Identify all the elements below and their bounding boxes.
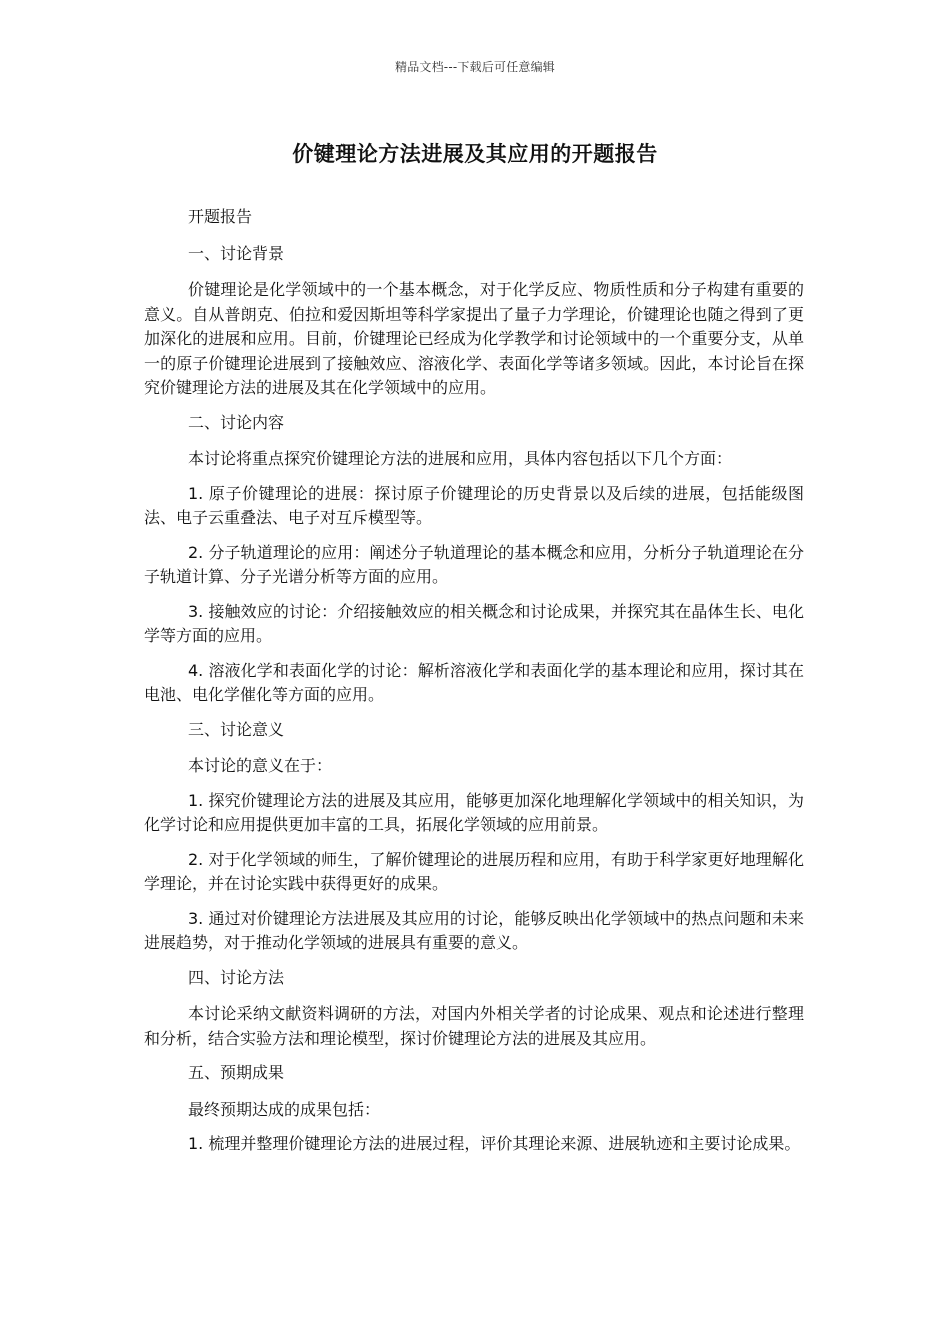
body-paragraph: 1. 原子价键理论的进展：探讨原子价键理论的历史背景以及后续的进展，包括能级图法、电子云重叠法、电子对互斥模型等。 bbox=[144, 483, 804, 527]
body-paragraph: 3. 接触效应的讨论：介绍接触效应的相关概念和讨论成果，并探究其在晶体生长、电化学等方面的应用。 bbox=[144, 601, 804, 645]
body-paragraph: 1. 探究价键理论方法的进展及其应用，能够更加深化地理解化学领域中的相关知识，为化学讨论和应用提供更加丰富的工具，拓展化学领域的应用前景。 bbox=[144, 790, 804, 834]
section-heading: 一、讨论背景 bbox=[188, 243, 285, 263]
body-paragraph: 3. 通过对价键理论方法进展及其应用的讨论，能够反映出化学领域中的热点问题和未来进展趋势，对于推动化学领域的进展具有重要的意义。 bbox=[144, 908, 804, 952]
body-paragraph: 本讨论采纳文献资料调研的方法，对国内外相关学者的讨论成果、观点和论述进行整理和分析，结合实验方法和理论模型，探讨价键理论方法的进展及其应用。 bbox=[144, 1004, 804, 1048]
document-title: 价键理论方法进展及其应用的开题报告 bbox=[292, 142, 658, 166]
body-paragraph: 1. 梳理并整理价键理论方法的进展过程，评价其理论来源、进展轨迹和主要讨论成果。 bbox=[188, 1134, 801, 1153]
document-body bbox=[144, 205, 804, 1167]
body-paragraph: 本讨论将重点探究价键理论方法的进展和应用，具体内容包括以下几个方面： bbox=[188, 449, 733, 468]
body-paragraph: 价键理论是化学领域中的一个基本概念，对于化学反应、物质性质和分子构建有重要的意义。自从普朗克、伯拉和爱因斯坦等科学家提出了量子力学理论，价键理论也随之得到了更加深化的进展和应用。目前，价键理论已经成为化学教学和讨论领域中的一个重要分支，从单一的原子价键理论进展到了接触效应、溶液化学、表面化学等诸多领域。因此，本讨论旨在探究价键理论方法的进展及其在化学领域中的应用。 bbox=[144, 280, 804, 397]
page-header: 精品文档---下载后可任意编辑 bbox=[395, 60, 555, 74]
body-paragraph: 最终预期达成的成果包括： bbox=[188, 1099, 381, 1119]
section-heading: 四、讨论方法 bbox=[188, 967, 285, 987]
section-heading: 二、讨论内容 bbox=[188, 412, 285, 432]
section-heading: 三、讨论意义 bbox=[188, 719, 285, 739]
body-paragraph: 本讨论的意义在于： bbox=[188, 756, 333, 775]
section-heading: 五、预期成果 bbox=[188, 1063, 285, 1082]
section-heading: 开题报告 bbox=[188, 207, 253, 226]
body-paragraph: 2. 对于化学领域的师生，了解价键理论的进展历程和应用，有助于科学家更好地理解化学理论，并在讨论实践中获得更好的成果。 bbox=[144, 849, 804, 893]
body-paragraph: 2. 分子轨道理论的应用：阐述分子轨道理论的基本概念和应用，分析分子轨道理论在分子轨道计算、分子光谱分析等方面的应用。 bbox=[144, 542, 804, 586]
body-paragraph: 4. 溶液化学和表面化学的讨论：解析溶液化学和表面化学的基本理论和应用，探讨其在电池、电化学催化等方面的应用。 bbox=[144, 660, 804, 704]
